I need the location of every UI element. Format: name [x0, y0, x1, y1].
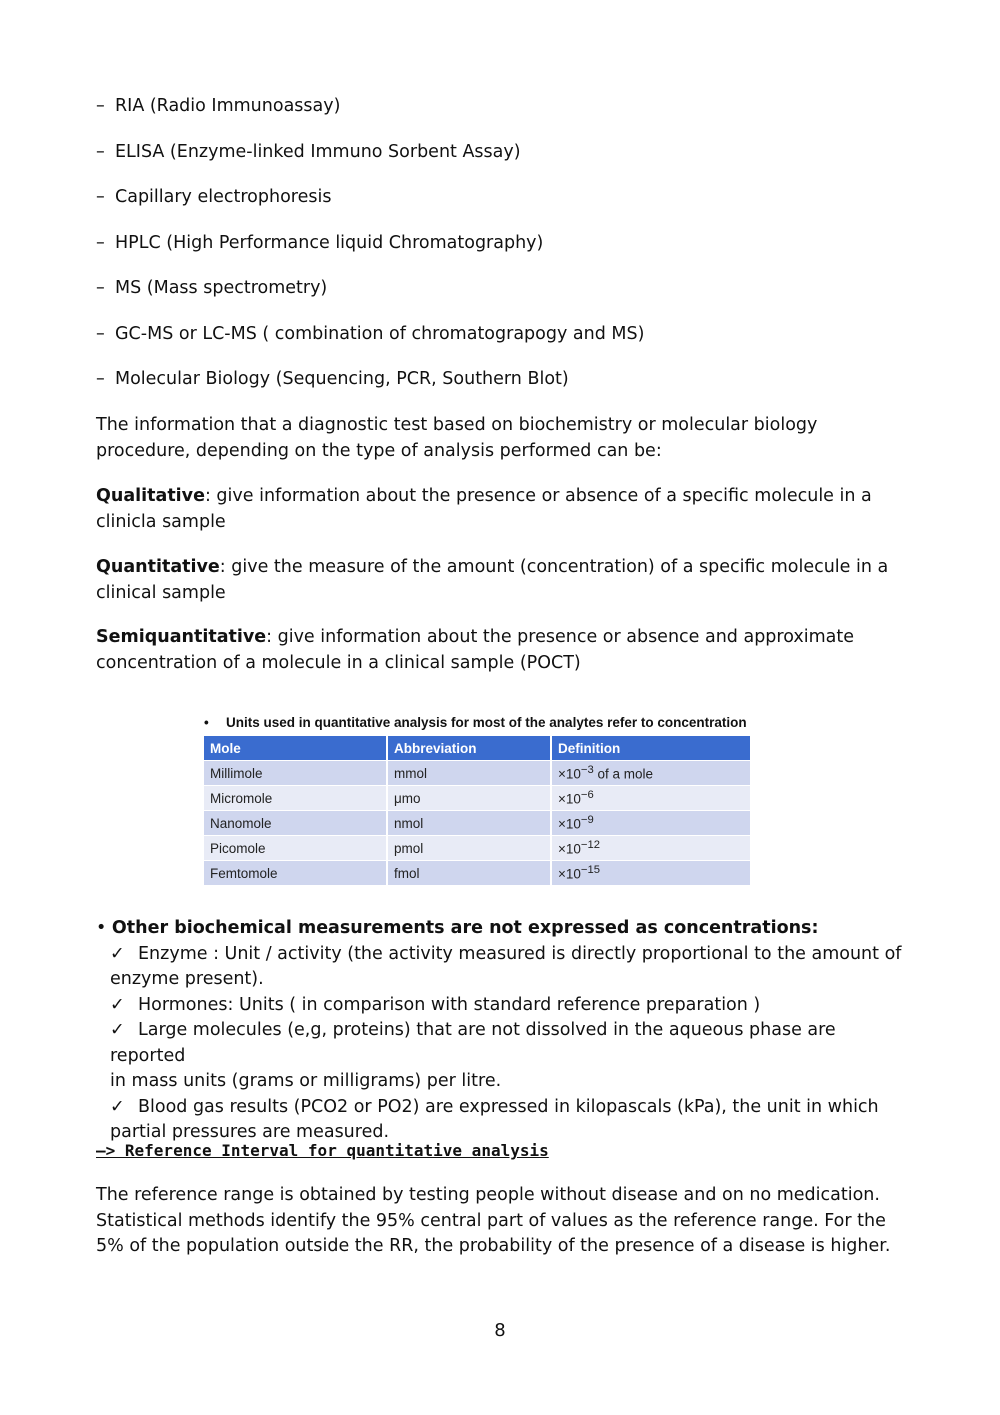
units-table-figure	[204, 712, 756, 885]
definition-suffix: of a mole	[593, 766, 654, 782]
dash-bullet: –	[96, 232, 105, 253]
definition-exponent: −12	[580, 839, 600, 852]
check-item	[96, 1018, 908, 1095]
technique-text: HPLC (High Performance liquid Chromatography)	[115, 232, 544, 253]
quantitative-paragraph	[96, 555, 908, 606]
dash-bullet: –	[96, 141, 105, 162]
table-header-row	[204, 736, 751, 761]
check-icon: ✓	[110, 1020, 125, 1040]
list-item	[96, 185, 916, 231]
cell-mole: Micromole	[204, 786, 387, 811]
definition-base: ×10	[558, 841, 581, 857]
quantitative-text: : give the measure of the amount (concentration) of a specific molecule in a clinical sample	[96, 557, 889, 603]
column-header-abbreviation: Abbreviation	[387, 736, 551, 761]
cell-definition	[551, 786, 751, 811]
technique-list	[96, 94, 916, 413]
column-header-definition: Definition	[551, 736, 751, 761]
table-row	[204, 811, 751, 836]
list-item	[96, 140, 916, 186]
table-row	[204, 786, 751, 811]
bullet-glyph: •	[204, 715, 209, 730]
dash-bullet: –	[96, 369, 105, 389]
units-table-title	[204, 712, 756, 736]
other-heading-text: Other biochemical measurements are not expressed as concentrations:	[111, 918, 819, 938]
reference-interval-heading: —> Reference Interval for quantitative analysis	[96, 1141, 549, 1160]
list-item	[96, 94, 916, 140]
technique-text: GC-MS or LC-MS ( combination of chromatograpogy and MS)	[115, 323, 645, 344]
semiquantitative-term: Semiquantitative	[96, 627, 267, 647]
semiquantitative-paragraph	[96, 625, 908, 676]
cell-mole: Millimole	[204, 761, 387, 786]
cell-abbreviation: μmo	[387, 786, 551, 811]
table-row	[204, 761, 751, 786]
technique-text: MS (Mass spectrometry)	[115, 278, 328, 298]
dash-bullet: –	[96, 323, 105, 344]
cell-abbreviation: mmol	[387, 761, 551, 786]
definition-base: ×10	[558, 791, 581, 807]
check-item-text: Large molecules (e,g, proteins) that are not dissolved in the aqueous phase are reported	[110, 1020, 836, 1066]
check-item-continuation: enzyme present).	[110, 969, 264, 989]
other-measurements-heading	[96, 916, 908, 942]
list-item	[96, 367, 916, 413]
cell-abbreviation: fmol	[387, 861, 551, 886]
cell-abbreviation: nmol	[387, 811, 551, 836]
technique-text: ELISA (Enzyme-linked Immuno Sorbent Assay)	[115, 141, 521, 162]
technique-text: Capillary electrophoresis	[115, 187, 332, 207]
cell-definition	[551, 761, 751, 786]
table-row	[204, 861, 751, 886]
definition-base: ×10	[558, 766, 581, 782]
definition-base: ×10	[558, 866, 581, 882]
table-row	[204, 836, 751, 861]
semiquantitative-text: : give information about the presence or absence and approximate concentration of a molecule in a clinical sample (POCT)	[96, 627, 855, 673]
cell-definition	[551, 861, 751, 886]
definition-exponent: −3	[580, 764, 594, 777]
intro-paragraph: The information that a diagnostic test based on biochemistry or molecular biology procedure, depending on the type of analysis performed can be:	[96, 415, 818, 461]
list-item	[96, 276, 916, 322]
check-item-text: Enzyme : Unit / activity (the activity measured is directly proportional to the amount of	[138, 943, 902, 964]
reference-paragraph: The reference range is obtained by testing people without disease and on no medication. Statistical methods identify the 95% central part of values as the reference range. For the 5% of the population outside the RR, the probability of the presence of a disease is higher.	[96, 1185, 891, 1256]
check-icon: ✓	[110, 994, 125, 1015]
check-item-text: Blood gas results (PCO2 or PO2) are expressed in kilopascals (kPa), the unit in which	[138, 1096, 879, 1117]
check-item-continuation: in mass units (grams or milligrams) per litre.	[110, 1071, 502, 1091]
technique-text: RIA (Radio Immunoassay)	[115, 96, 341, 116]
check-icon: ✓	[110, 1096, 125, 1117]
cell-definition	[551, 811, 751, 836]
check-item	[96, 942, 908, 993]
column-header-mole: Mole	[204, 736, 387, 761]
cell-mole: Nanomole	[204, 811, 387, 836]
definition-base: ×10	[558, 816, 581, 832]
units-table	[204, 736, 752, 885]
cell-mole: Femtomole	[204, 861, 387, 886]
bullet-glyph: •	[96, 918, 107, 938]
dash-bullet: –	[96, 278, 105, 298]
definition-exponent: −6	[580, 789, 594, 802]
qualitative-term: Qualitative	[96, 486, 205, 506]
check-item-continuation: partial pressures are measured.	[110, 1122, 390, 1142]
dash-bullet: –	[96, 187, 105, 207]
definition-exponent: −9	[580, 814, 594, 827]
units-table-title-text: Units used in quantitative analysis for most of the analytes refer to concentration	[226, 715, 747, 730]
qualitative-paragraph	[96, 484, 908, 535]
cell-mole: Picomole	[204, 836, 387, 861]
check-icon: ✓	[110, 943, 125, 964]
cell-abbreviation: pmol	[387, 836, 551, 861]
page-number: 8	[494, 1320, 506, 1341]
check-item-text: Hormones: Units ( in comparison with standard reference preparation )	[138, 994, 761, 1015]
check-item	[96, 993, 908, 1019]
dash-bullet: –	[96, 96, 105, 116]
other-measurements-section	[96, 916, 908, 1146]
quantitative-term: Quantitative	[96, 557, 220, 577]
qualitative-text: : give information about the presence or absence of a specific molecule in a clinicla sample	[96, 486, 872, 532]
list-item	[96, 322, 916, 368]
definition-exponent: −15	[580, 864, 600, 877]
list-item	[96, 231, 916, 277]
technique-text: Molecular Biology (Sequencing, PCR, Southern Blot)	[115, 369, 569, 389]
cell-definition	[551, 836, 751, 861]
